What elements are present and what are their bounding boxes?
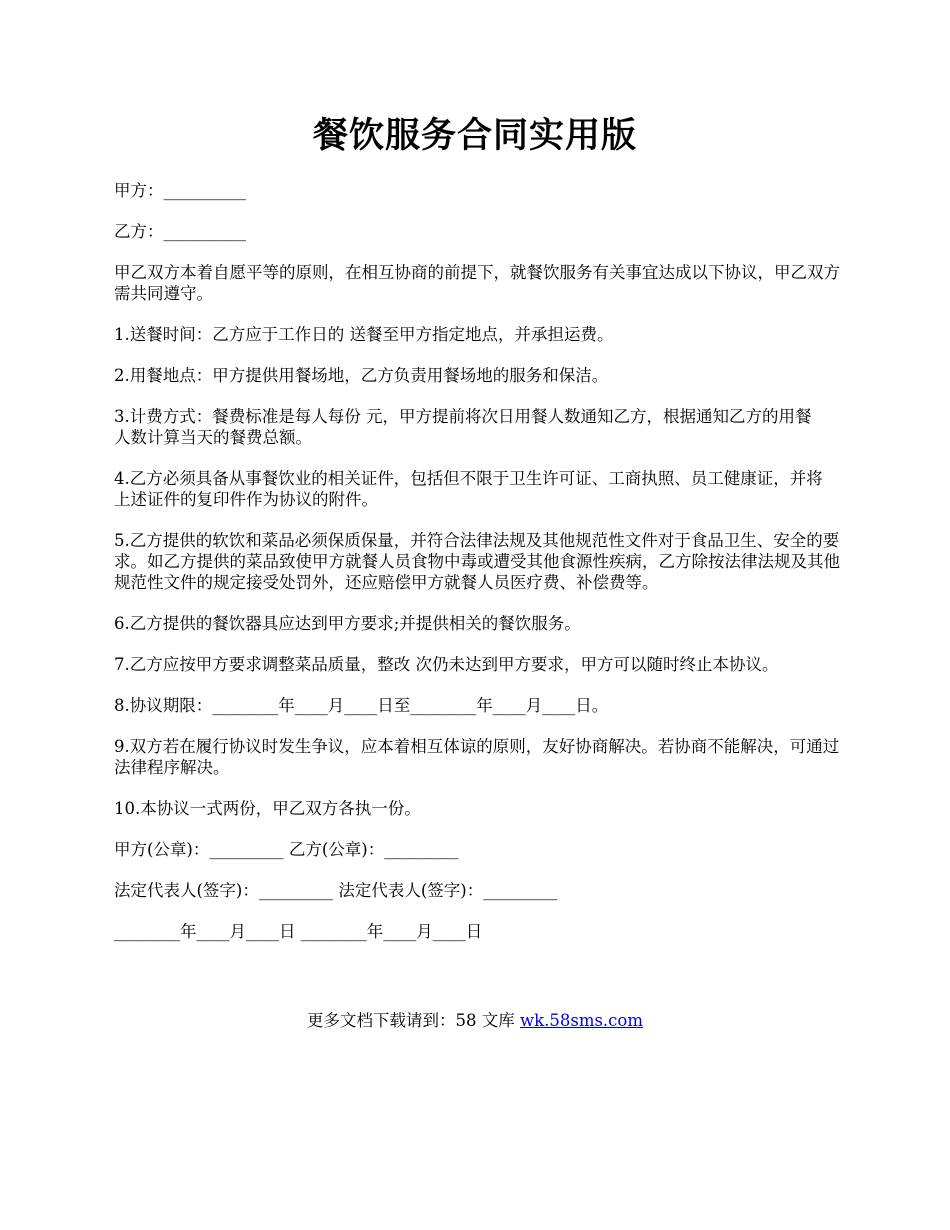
party-a-line: 甲方：__________ — [114, 181, 246, 200]
party-b-line: 乙方：__________ — [114, 222, 246, 241]
clause-6-utensils: 6.乙方提供的餐饮器具应达到甲方要求;并提供相关的餐饮服务。 — [114, 614, 581, 633]
clause-8-term: 8.协议期限：________年____月____日至________年____月____日。 — [114, 696, 609, 715]
signature-line: 法定代表人(签字)：_________ 法定代表人(签字)：_________ — [114, 881, 558, 900]
clause-3-billing: 3.计费方式：餐费标准是每人每份 元，甲方提前将次日用餐人数通知乙方，根据通知乙方的用餐人数计算当天的餐费总额。 — [114, 407, 812, 447]
clause-10-copies: 10.本协议一式两份，甲乙双方各执一份。 — [114, 799, 421, 818]
clause-2-dining-location: 2.用餐地点：甲方提供用餐场地，乙方负责用餐场地的服务和保洁。 — [114, 366, 609, 385]
seal-line: 甲方(公章)：_________ 乙方(公章)：_________ — [114, 840, 459, 859]
clause-9-disputes: 9.双方若在履行协议时发生争议，应本着相互体谅的原则，友好协商解决。若协商不能解决，可通过法律程序解决。 — [114, 737, 840, 777]
footer-link[interactable]: wk.58sms.com — [519, 1011, 643, 1030]
footer-text: 更多文档下载请到：58 文库 — [306, 1011, 520, 1030]
clause-4-certificates: 4.乙方必须具备从事餐饮业的相关证件，包括但不限于卫生许可证、工商执照、员工健康证，并将上述证件的复印件作为协议的附件。 — [114, 469, 823, 509]
clause-7-quality: 7.乙方应按甲方要求调整菜品质量，整改 次仍未达到甲方要求，甲方可以随时终止本协议。 — [114, 655, 779, 674]
download-footer — [0, 1010, 950, 1032]
date-line: ________年____月____日 ________年____月____日 — [114, 922, 483, 941]
document-title: 餐饮服务合同实用版 — [312, 115, 637, 156]
document-body — [114, 180, 854, 962]
clause-1-delivery-time: 1.送餐时间：乙方应于工作日的 送餐至甲方指定地点，并承担运费。 — [114, 325, 614, 344]
preamble-paragraph: 甲乙双方本着自愿平等的原则，在相互协商的前提下，就餐饮服务有关事宜达成以下协议，甲乙双方需共同遵守。 — [114, 263, 840, 303]
clause-5-food-safety: 5.乙方提供的软饮和菜品必须保质保量，并符合法律法规及其他规范性文件对于食品卫生、安全的要求。如乙方提供的菜品致使甲方就餐人员食物中毒或遭受其他食源性疾病，乙方除按法律法规及其他规范性文件的规定接受处罚外，还应赔偿甲方就餐人员医疗费、补偿费等。 — [114, 531, 840, 592]
